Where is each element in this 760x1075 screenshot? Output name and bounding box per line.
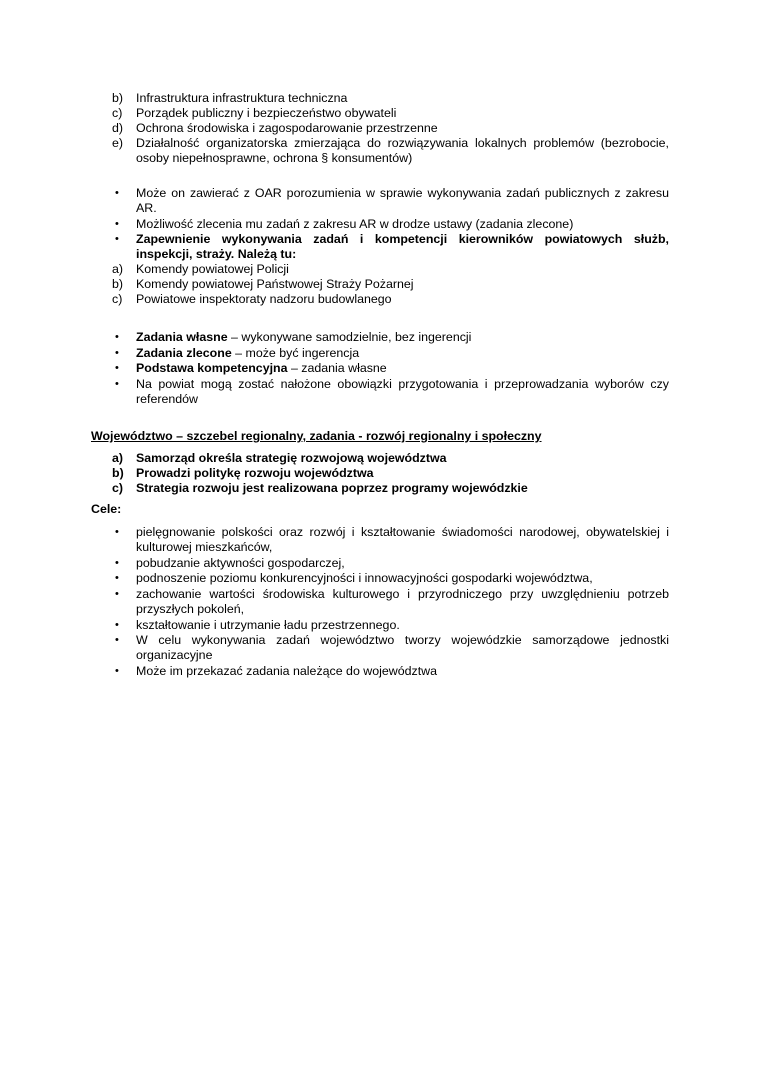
bullet-icon: •	[115, 572, 119, 584]
bullet-icon: •	[115, 665, 119, 677]
list-item-continuation: przyszłych pokoleń,	[136, 602, 245, 616]
list-item: kształtowanie i utrzymanie ładu przestrzennego.	[136, 618, 400, 632]
list-item	[136, 346, 359, 361]
term-description: – zadania własne	[287, 361, 387, 375]
list-marker: b)	[112, 277, 124, 291]
term-label: Podstawa kompetencyjna	[136, 361, 288, 375]
list-item: Komendy powiatowej Państwowej Straży Pożarnej	[136, 277, 414, 291]
list-item: Powiatowe inspektoraty nadzoru budowlanego	[136, 292, 392, 306]
list-item: Samorząd określa strategię rozwojową województwa	[136, 451, 447, 465]
list-marker: a)	[112, 451, 124, 465]
term-description: – wykonywane samodzielnie, bez ingerencji	[227, 330, 472, 344]
list-item-continuation: referendów	[136, 392, 198, 406]
list-item	[136, 330, 471, 345]
list-item: Ochrona środowiska i zagospodarowanie przestrzenne	[136, 121, 438, 135]
list-marker: b)	[112, 91, 124, 105]
list-marker: d)	[112, 121, 124, 135]
bullet-icon: •	[115, 331, 119, 343]
list-item: Może im przekazać zadania należące do województwa	[136, 664, 437, 678]
bullet-icon: •	[115, 362, 119, 374]
bullet-icon: •	[115, 526, 119, 538]
bullet-icon: •	[115, 634, 119, 646]
section-heading: Województwo – szczebel regionalny, zadania - rozwój regionalny i społeczny	[91, 429, 542, 443]
list-item-continuation: osoby niepełnosprawne, ochrona § konsumentów)	[136, 151, 413, 165]
list-item: Na powiat mogą zostać nałożone obowiązki przygotowania i przeprowadzania wyborów czy	[136, 377, 669, 391]
bullet-icon: •	[115, 588, 119, 600]
term-description: – może być ingerencja	[231, 346, 360, 360]
list-item-continuation: kulturowej mieszkańców,	[136, 540, 273, 554]
list-item: Możliwość zlecenia mu zadań z zakresu AR w drodze ustawy (zadania zlecone)	[136, 217, 574, 231]
list-marker: c)	[112, 481, 124, 495]
list-item: W celu wykonywania zadań województwo tworzy wojewódzkie samorządowe jednostki	[136, 633, 669, 647]
list-marker: e)	[112, 136, 124, 150]
list-marker: b)	[112, 466, 124, 480]
bullet-icon: •	[115, 347, 119, 359]
list-item: Strategia rozwoju jest realizowana poprzez programy wojewódzkie	[136, 481, 528, 495]
list-item: Może on zawierać z OAR porozumienia w sprawie wykonywania zadań publicznych z zakresu	[136, 186, 669, 200]
list-item-continuation: organizacyjne	[136, 648, 213, 662]
list-item: Prowadzi politykę rozwoju województwa	[136, 466, 374, 480]
bullet-icon: •	[115, 557, 119, 569]
list-item: Porządek publiczny i bezpieczeństwo obywateli	[136, 106, 397, 120]
list-marker: c)	[112, 292, 123, 306]
bullet-icon: •	[115, 378, 119, 390]
list-item-continuation: AR.	[136, 201, 157, 215]
list-item: pielęgnowanie polskości oraz rozwój i kształtowanie świadomości narodowej, obywatelskiej i	[136, 525, 669, 539]
list-item-continuation: inspekcji, straży. Należą tu:	[136, 247, 297, 261]
bullet-icon: •	[115, 619, 119, 631]
list-item: Infrastruktura infrastruktura techniczna	[136, 91, 348, 105]
term-label: Zadania własne	[136, 330, 228, 344]
list-marker: a)	[112, 262, 124, 276]
list-item	[136, 361, 387, 376]
list-item: zachowanie wartości środowiska kulturowego i przyrodniczego przy uwzględnieniu potrzeb	[136, 587, 669, 601]
list-marker: c)	[112, 106, 123, 120]
term-label: Zadania zlecone	[136, 346, 232, 360]
list-item: Zapewnienie wykonywania zadań i kompetencji kierowników powiatowych służb,	[136, 232, 669, 246]
list-item: podnoszenie poziomu konkurencyjności i innowacyjności gospodarki województwa,	[136, 571, 593, 585]
bullet-icon: •	[115, 233, 119, 245]
bullet-icon: •	[115, 187, 119, 199]
list-item: pobudzanie aktywności gospodarczej,	[136, 556, 345, 570]
bullet-icon: •	[115, 218, 119, 230]
list-item: Komendy powiatowej Policji	[136, 262, 289, 276]
cele-label: Cele:	[91, 502, 122, 516]
list-item: Działalność organizatorska zmierzająca do rozwiązywania lokalnych problemów (bezrobocie,	[136, 136, 669, 150]
